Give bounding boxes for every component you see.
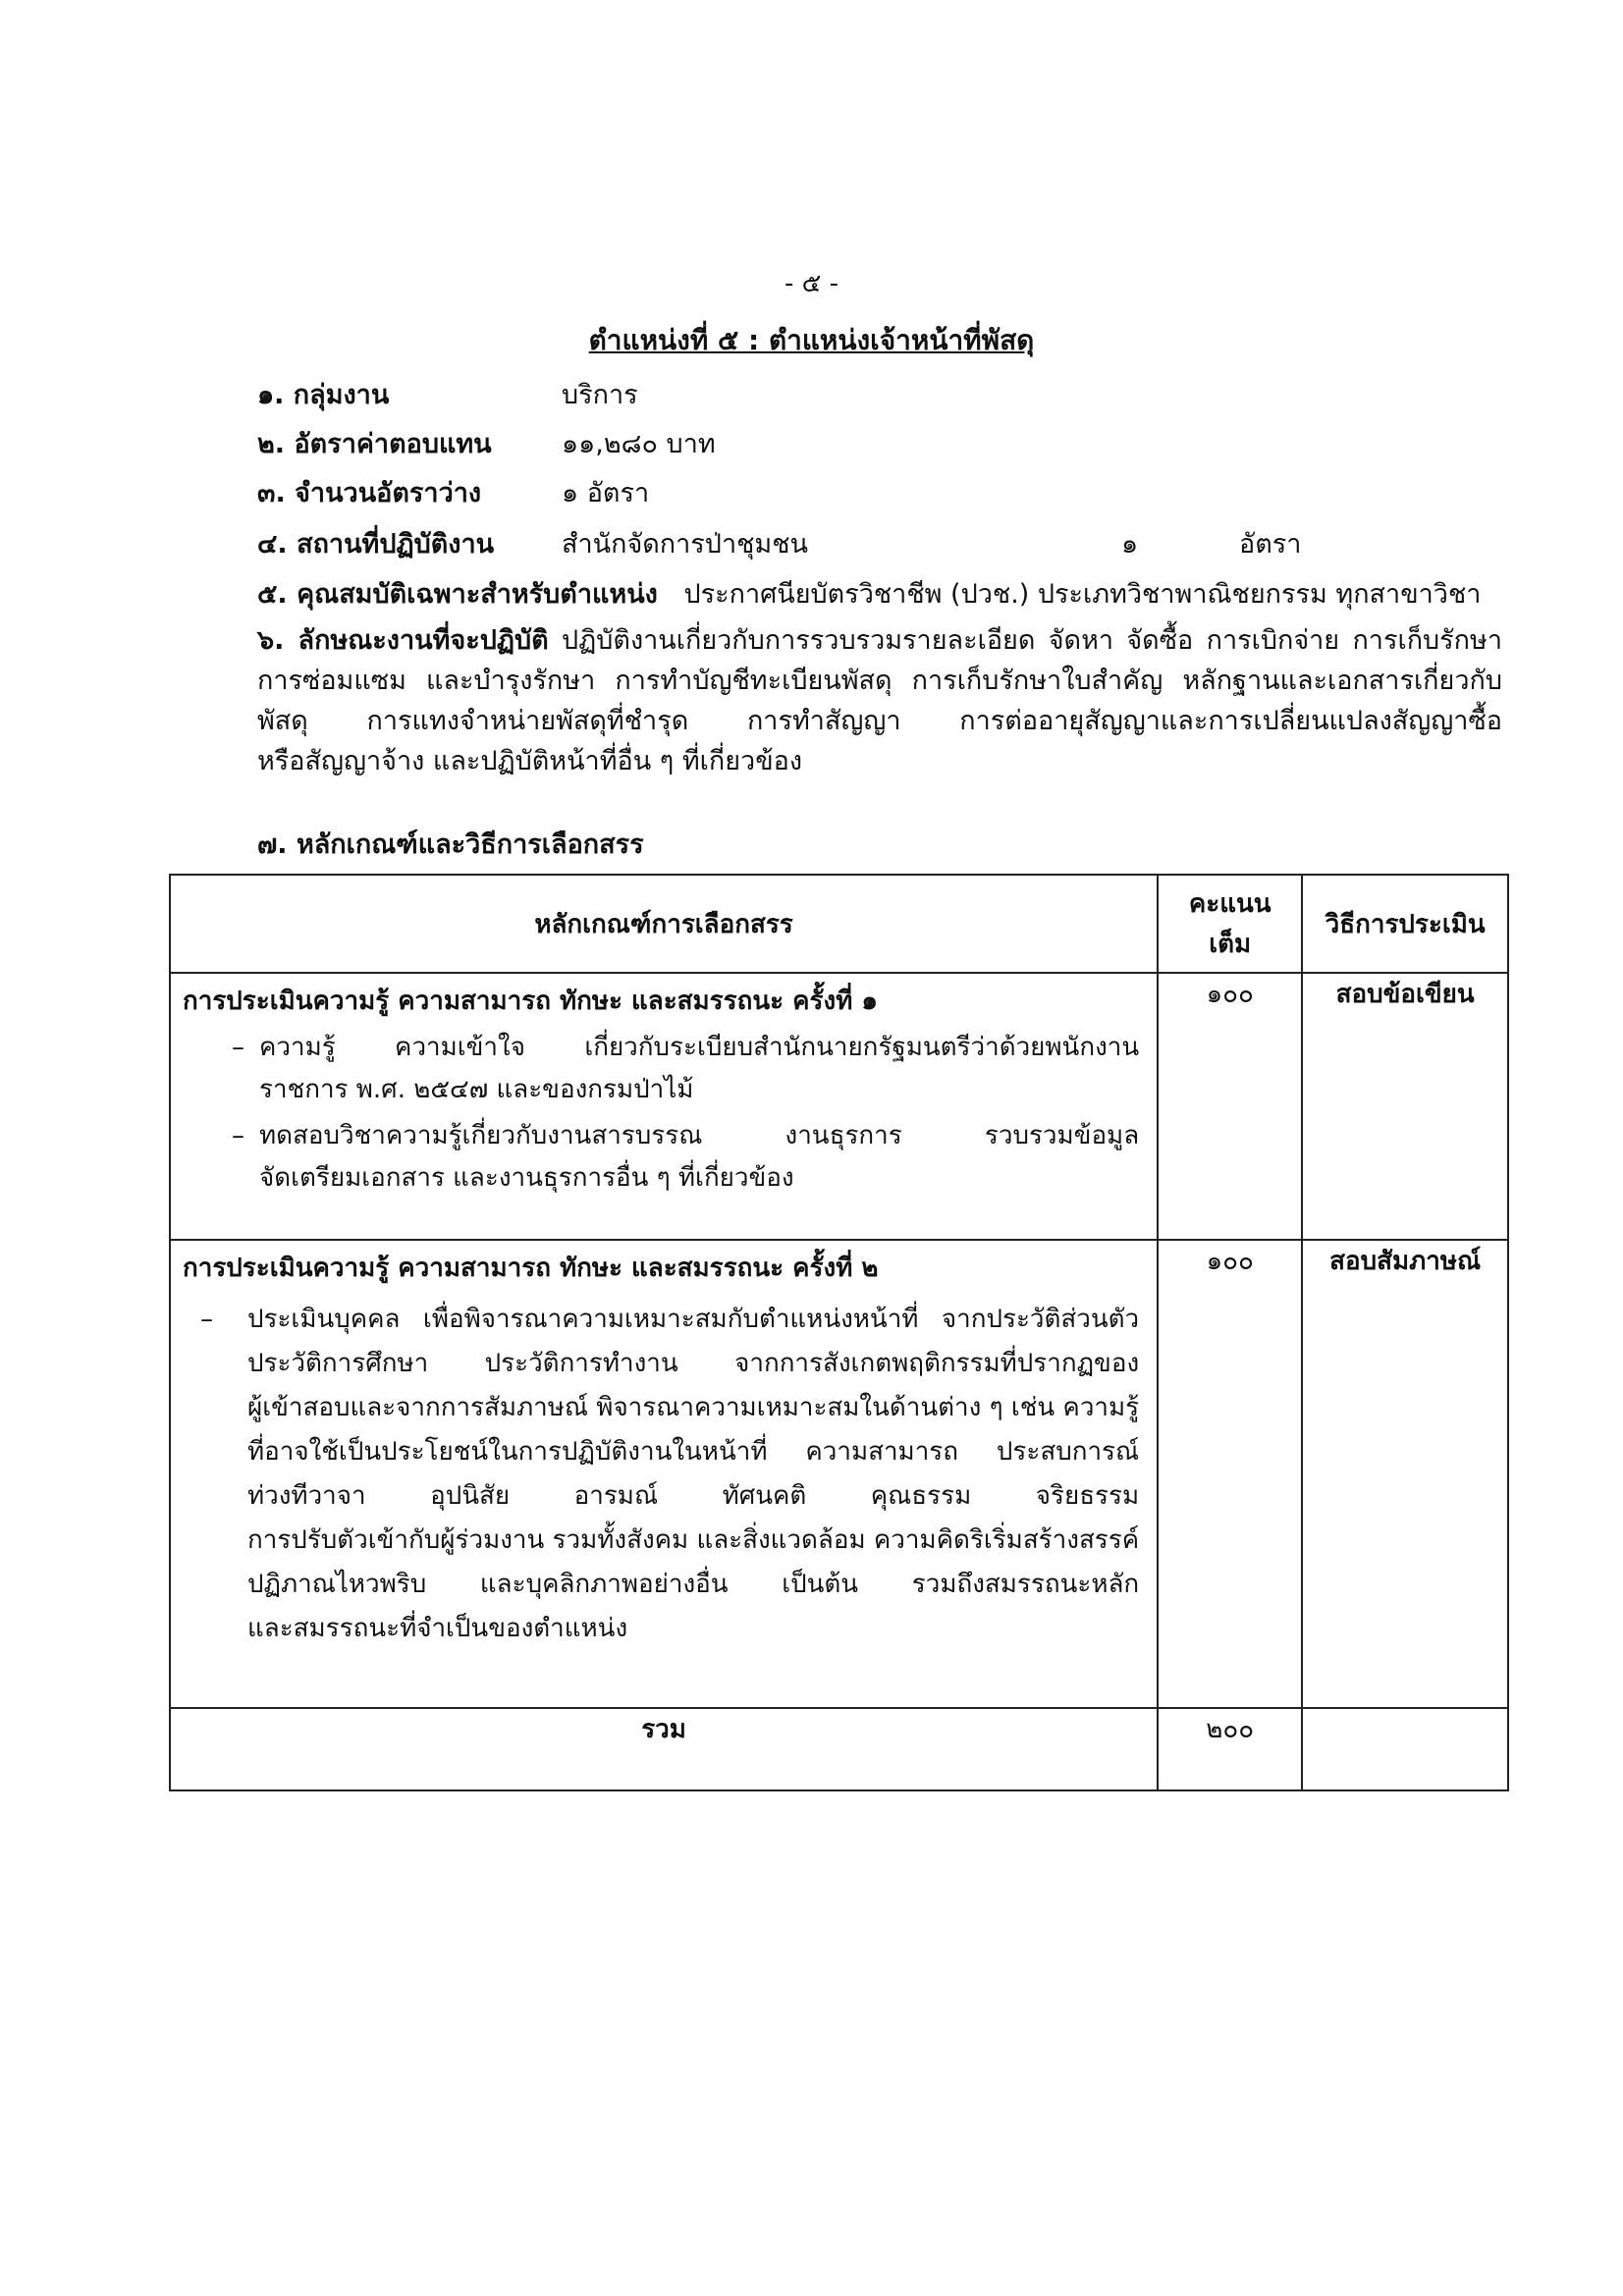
location-label: ๔. สถานที่ปฏิบัติงาน (257, 529, 495, 560)
section-2-cell (170, 1240, 1158, 1708)
item-compensation (257, 422, 716, 464)
qualification-value: ประกาศนียบัตรวิชาชีพ (ปวช.) ประเภทวิชาพาณิชยกรรม ทุกสาขาวิชา (683, 579, 1482, 610)
position-title: ตำแหน่งที่ ๕ : ตำแหน่งเจ้าหน้าที่พัสดุ (588, 324, 1035, 356)
item-label: ๑. กลุ่มงาน (257, 380, 390, 410)
list-item (171, 1027, 1157, 1111)
duties-label: ๖. ลักษณะงานที่จะปฏิบัติ (257, 625, 549, 656)
section-2-score: ๑๐๐ (1158, 1240, 1302, 1708)
item-value: ๑ อัตรา (562, 478, 650, 508)
item-work-group (257, 373, 638, 415)
dash-icon: – (232, 1033, 244, 1062)
total-score: ๒๐๐ (1158, 1708, 1302, 1790)
section-2-title: การประเมินความรู้ ความสามารถ ทักษะ และสมรรถนะ ครั้งที่ ๒ (183, 1254, 879, 1283)
section-1-method: สอบข้อเขียน (1302, 973, 1508, 1240)
item-value: บริการ (562, 380, 638, 410)
item-value: ๑๑,๒๘๐ บาท (562, 429, 716, 459)
section-1-title: การประเมินความรู้ ความสามารถ ทักษะ และสมรรถนะ ครั้งที่ ๑ (183, 987, 878, 1016)
section-1-cell (170, 973, 1158, 1240)
table-header-row (170, 875, 1508, 973)
bullet-line: จัดเตรียมเอกสาร และงานธุรการอื่น ๆ ที่เกี่ยวข้อง (259, 1163, 794, 1193)
dash-icon: – (232, 1121, 244, 1150)
item-vacancies (257, 471, 650, 513)
bullet-line: และสมรรถนะที่จำเป็นของตำแหน่ง (247, 1614, 628, 1643)
bullet-line: ประเมินบุคคล เพื่อพิจารณาความเหมาะสมกับตำแหน่งหน้าที่ จากประวัติส่วนตัว (247, 1305, 1140, 1334)
item-label: ๓. จำนวนอัตราว่าง (257, 478, 482, 508)
bullet-line: ราชการ พ.ศ. ๒๕๔๗ และของกรมป่าไม้ (259, 1075, 694, 1104)
location-value: สำนักจัดการป่าชุมชน (562, 529, 809, 560)
bullet-line: การปรับตัวเข้ากับผู้ร่วมงาน รวมทั้งสังคม และสิ่งแวดล้อม ความคิดริเริ่มสร้างสรรค์ (247, 1525, 1140, 1555)
section-2-method: สอบสัมภาษณ์ (1302, 1240, 1508, 1708)
bullet-line: ที่อาจใช้เป็นประโยชน์ในการปฏิบัติงานในหน้าที่ ความสามารถ ประสบการณ์ (247, 1437, 1140, 1467)
location-count: ๑ (1121, 529, 1139, 560)
list-item (171, 1115, 1157, 1200)
table-row (170, 1240, 1508, 1708)
list-item (171, 1298, 1157, 1651)
qualification-label: ๕. คุณสมบัติเฉพาะสำหรับตำแหน่ง (257, 579, 658, 610)
total-row (170, 1708, 1508, 1790)
table-row (170, 973, 1508, 1240)
duties-line-2: การซ่อมแซม และบำรุงรักษา การทำบัญชีทะเบียนพัสดุ การเก็บรักษาใบสำคัญ หลักฐานและเอกสารเกี่ยวกับ (257, 666, 1502, 696)
criteria-heading (257, 823, 644, 865)
item-duties (257, 620, 1502, 781)
total-method-empty (1302, 1708, 1508, 1790)
bullet-line: ความรู้ ความเข้าใจ เกี่ยวกับระเบียบสำนักนายกรัฐมนตรีว่าด้วยพนักงาน (259, 1033, 1140, 1062)
criteria-table (169, 874, 1509, 1791)
bullet-line: ทดสอบวิชาความรู้เกี่ยวกับงานสารบรรณ งานธุรการ รวบรวมข้อมูล (259, 1121, 1140, 1150)
duties-line-4: หรือสัญญาจ้าง และปฏิบัติหน้าที่อื่น ๆ ที่เกี่ยวข้อง (257, 746, 803, 776)
bullet-line: ผู้เข้าสอบและจากการสัมภาษณ์ พิจารณาความเหมาะสมในด้านต่าง ๆ เช่น ความรู้ (247, 1393, 1140, 1422)
header-criteria: หลักเกณฑ์การเลือกสรร (170, 875, 1158, 973)
item-location (257, 522, 1318, 564)
header-method: วิธีการประเมิน (1302, 875, 1508, 973)
bullet-line: ปฏิภาณไหวพริบ และบุคลิกภาพอย่างอื่น เป็นต้น รวมถึงสมรรถนะหลัก (247, 1570, 1140, 1599)
item-qualification (257, 572, 1481, 614)
total-label: รวม (170, 1708, 1158, 1790)
page-number: - ๕ - (784, 269, 839, 298)
bullet-line: ประวัติการศึกษา ประวัติการทำงาน จากการสังเกตพฤติกรรมที่ปรากฏของ (247, 1349, 1140, 1378)
dash-icon: – (200, 1305, 213, 1334)
section-1-score: ๑๐๐ (1158, 973, 1302, 1240)
item-label: ๒. อัตราค่าตอบแทน (257, 429, 492, 459)
criteria-heading-text: ๗. หลักเกณฑ์และวิธีการเลือกสรร (257, 829, 644, 860)
header-score-line-1: คะแนน (1188, 889, 1271, 919)
location-unit: อัตรา (1239, 529, 1302, 560)
duties-text: ปฏิบัติงานเกี่ยวกับการรวบรวมรายละเอียด จัดหา จัดซื้อ การเบิกจ่าย การเก็บรักษา (562, 625, 1502, 656)
duties-line-3: พัสดุ การแทงจำหน่ายพัสดุที่ชำรุด การทำสัญญา การต่ออายุสัญญาและการเปลี่ยนแปลงสัญญาซื้อ (257, 706, 1502, 736)
bullet-line: ท่วงทีวาจา อุปนิสัย อารมณ์ ทัศนคติ คุณธรรม จริยธรรม (247, 1481, 1140, 1511)
header-score-line-2: เต็ม (1209, 930, 1252, 959)
duties-line-1 (257, 620, 1502, 661)
header-full-score (1158, 875, 1302, 973)
